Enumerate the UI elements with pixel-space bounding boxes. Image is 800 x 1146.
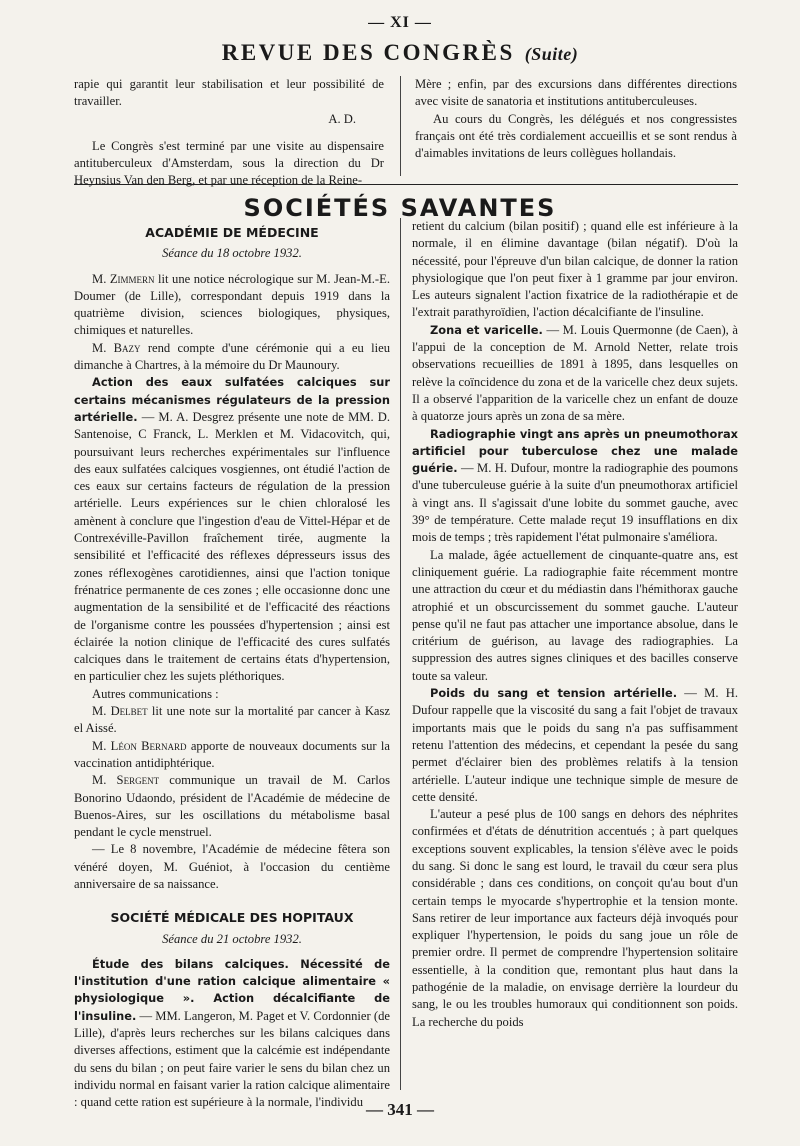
congres-right-paragraph-2: Au cours du Congrès, les délégués et nos congressistes français ont été très cordialement accueillis et se sont rendus à d'aimables invitations de leurs collègues hollandais. [415,111,737,161]
academie-paragraph-7: M. Sergent communique un travail de M. Carlos Bonorino Udaondo, président de l'Académie de médecine de Buenos-Aires, sur les oscillations du métabolisme basal pendant le cycle menstruel. [74,773,390,840]
congres-left-paragraph-1: rapie qui garantit leur stabilisation et leur possibilité de travailler. [74,77,384,109]
left-column [74,222,390,1112]
section-header [0,40,800,66]
section-title: REVUE DES CONGRÈS [221,40,515,65]
societe-seance: Séance du 21 octobre 1932. [162,931,302,946]
congres-left-column [74,76,384,190]
academie-paragraph-2: M. Bazy rend compte d'une cérémonie qui a eu lieu dimanche à Chartres, à la mémoire du Dr Maunoury. [74,340,390,373]
malade-paragraph: La malade, âgée actuellement de cinquante-quatre ans, est cliniquement guérie. La radiographie faite récemment montre une attraction du cœur et du médiastin dans l'hémithorax gauche atrophié et un obscurcissement du sommet gauche. L'auteur pense qu'il ne faut pas attacher une importance absolue, dans le critérium de guérison, au lavage des radiographies. La suppression des autres signes cliniques et des bacilles conserve toute sa valeur. [412,547,738,683]
zona-paragraph: Zona et varicelle. — M. Louis Quermonne (de Caen), à l'appui de la conception de M. Arnold Netter, relate trois observations recueillies de 1891 à 1895, dans lesquelles on relève la coïncidence du zona et de la varicelle chez deux sujets. Il a observé l'apparition de la varicelle chez un enfant de douze à quatorze jours après un zona de sa mère. [412,322,738,424]
academie-paragraph-8: — Le 8 novembre, l'Académie de médecine fêtera son vénéré doyen, M. Guéniot, à l'occasion du centième anniversaire de sa naissance. [74,842,390,891]
right-paragraph-1: retient du calcium (bilan positif) ; quand elle est inférieure à la normale, il en élimine davantage (bilan négatif). D'où la nécessité, pour l'épreuve d'un bilan calcique, de donner la ration physiologique que l'on peut fixer à 1 gramme par jour environ. Les auteurs signalent l'action fixatrice de la radiothérapie et de l'extrait parathyroïdien, l'action décalcifiante de l'insuline. [412,219,738,320]
column-divider-top [400,76,401,176]
section-suite: (Suite) [524,44,579,64]
congres-right-column [415,76,737,162]
signature: A. D. [328,111,356,126]
page-title: SOCIÉTÉS SAVANTES [243,194,557,222]
academie-paragraph-6: M. Léon Bernard apporte de nouveaux documents sur la vaccination antidiphtérique. [74,738,390,770]
academie-heading: ACADÉMIE DE MÉDECINE [145,225,319,240]
academie-paragraph-1: M. Zimmern lit une notice nécrologique sur M. Jean-M.-E. Doumer (de Lille), correspondant depuis 1919 dans la quatrième division, sciences biologiques, physiques, chimiques et naturelles. [74,271,390,338]
academie-paragraph-5: M. Delbet lit une note sur la mortalité par cancer à Kasz el Aissé. [74,704,390,736]
poids-paragraph: Poids du sang et tension artérielle. — M. H. Dufour rappelle que la viscosité du sang a fait l'objet de travaux importants mais que le poids du sang n'a pas suffisamment retenu l'attention des médecins, et cependant la pesée du sang permet d'éclairer bien des problèmes relatifs à la tension artérielle. L'auteur indique une technique simple de mesure de cette densité. [412,686,738,804]
right-column [412,218,738,1031]
academie-seance: Séance du 18 octobre 1932. [162,246,302,261]
academie-paragraph-3: Action des eaux sulfatées calciques sur certains mécanismes régulateurs de la pression artérielle. — M. A. Desgrez présente une note de MM. D. Santenoise, C Franck, L. Merklen et M. Vidacovitch, qui, poursuivant leurs recherches expérimentales sur l'influence des eaux sulfatées calciques vosgiennes, ont étudié l'action de ces eaux sur certains facteurs de régulation de la pression artérielle. Leurs expériences sur le chien chloralosé les amènent à conclure que l'ingestion d'eau de Vittel-Hépar et de Contrexéville-Pavillon fraîchement tirée, augmente la sensibilité et l'efficacité des réflexes dépresseurs issus des zones réflexogènes carotidiennes, ainsi que l'action tonique frénatrice permanente de ces zones ; elle occasionne donc une augmentation de la sensibilité et de l'efficacité des réactions de l'organisme contre les poussées d'hypertension ; ainsi est éclairée la notion clinique de l'efficacité des cures sulfatés calciques dans le traitement de certains états d'hypertension, en particulier chez les sujets pléthoriques. [74,375,390,684]
academie-paragraph-4: Autres communications : [92,686,219,701]
societe-paragraph-1: Étude des bilans calciques. Nécessité de l'institution d'une ration calcique alimentaire « physiologique ». Action décalcifiante de l'insuline. — MM. Langeron, M. Paget et V. Cordonnier (de Lille), d'après leurs recherches sur les bilans calciques dans diverses affections, estiment que la calcémie est indépendante du sens du bilan ; on peut faire varier le sens du bilan chez un individu normal en faisant varier la ration calcique alimentaire : quand cette ration est supérieure à la normale, l'individu [74,956,390,1110]
congres-right-paragraph-1: Mère ; enfin, par des excursions dans différentes directions avec visite de sanatoria et institutions antituberculeuses. [415,77,737,109]
auteur-paragraph: L'auteur a pesé plus de 100 sangs en dehors des néphrites confirmées et d'états de dénutrition accentués ; à part quelques exceptions souvent explicables, la tension s'élève avec le poids du sang. Si donc le sang est lourd, le travail du cœur sera plus considérable ; dans ces conditions, on conçoit qu'au bout d'un certain temps le myocarde s'hypertrophie et la tension monte. Sans retirer de leur importance aux facteurs déjà invoqués pour expliquer l'hypertension, le poids du sang joue un rôle de premier ordre. Il permet de comprendre l'hypertension solitaire essentielle, à la condition que, remontant plus haut dans la pathogénie de la maladie, on envisage derrière la lourdeur du sang, le ou les troubles humoraux qui conditionnent son poids. La recherche du poids [412,807,738,1029]
radiographie-paragraph: Radiographie vingt ans après un pneumothorax artificiel pour tuberculose chez une malade guérie. — M. H. Dufour, montre la radiographie des poumons d'une tuberculeuse guérie à la suite d'un pneumothorax artificiel à vingt ans. Il s'agissait d'une lobite du sommet gauche, avec 39° de température. Cette malade reçut 19 insufflations en dix mois de temps ; très rapidement l'état pulmonaire s'améliora. [412,426,738,545]
congres-left-paragraph-2: Le Congrès s'est terminé par une visite au dispensaire antituberculeux d'Amsterdam, sous la direction du Dr Heynsius Van den Berg, et par une réception de la Reine- [74,138,384,188]
societe-heading: SOCIÉTÉ MÉDICALE DES HOPITAUX [110,910,354,926]
roman-page-number: — XI — [368,14,432,31]
page-number: — 341 — [366,1100,434,1119]
column-divider [400,218,401,1090]
section-divider [74,184,738,185]
